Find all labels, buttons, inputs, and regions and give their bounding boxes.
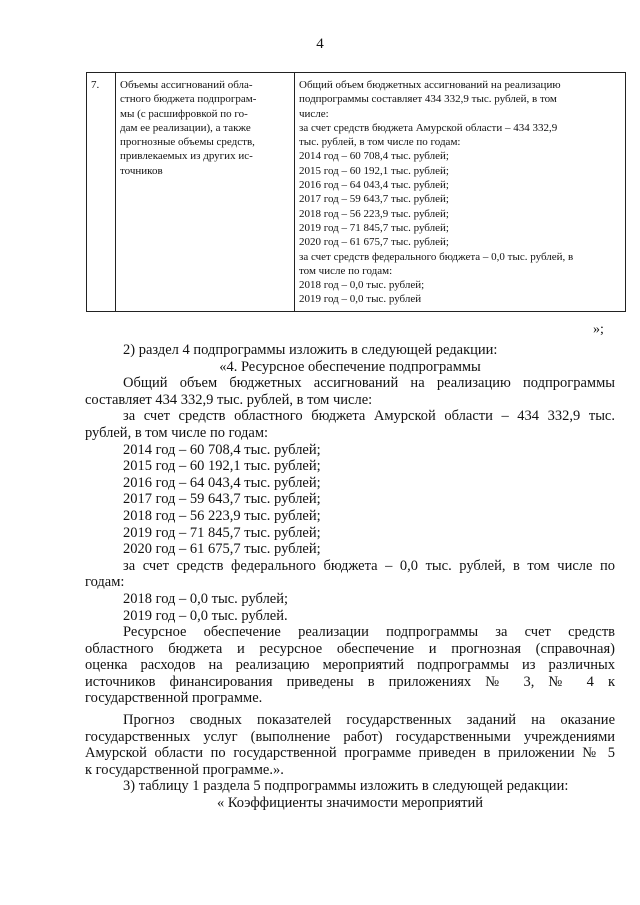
resource-line: государственной программе.	[85, 690, 263, 707]
value-line: том числе по годам:	[299, 264, 393, 277]
value-line: 2015 год – 60 192,1 тыс. рублей;	[299, 164, 449, 177]
fed-year-line: 2019 год – 0,0 тыс. рублей.	[123, 607, 288, 624]
name-line: привлекаемых из других ис-	[120, 150, 253, 163]
value-line: 2017 год – 59 643,7 тыс. рублей;	[299, 193, 449, 206]
value-line: 2014 год – 60 708,4 тыс. рублей;	[299, 150, 449, 163]
year-line: 2016 год – 64 043,4 тыс. рублей;	[123, 474, 321, 491]
forecast-line: Амурской области по государственной программе приведен в приложении № 5	[85, 745, 615, 762]
table-row	[87, 73, 626, 312]
value-line: тыс. рублей, в том числе по годам:	[299, 136, 461, 149]
year-line: 2017 год – 59 643,7 тыс. рублей;	[123, 491, 321, 508]
value-line: 2018 год – 56 223,9 тыс. рублей;	[299, 207, 449, 220]
item-3-paragraph: 3) таблицу 1 раздела 5 подпрограммы изложить в следующей редакции:	[123, 778, 569, 795]
value-line: 2019 год – 0,0 тыс. рублей	[299, 293, 422, 306]
name-line: мы (с расшифровкой по го-	[120, 107, 248, 120]
federal-line-2: годам:	[85, 574, 125, 591]
name-line: дам ее реализации), а также	[120, 121, 251, 134]
forecast-line: государственных услуг (выполнение работ) государственными учреждениями	[85, 728, 615, 745]
section-title: «4. Ресурсное обеспечение подпрограммы	[219, 358, 481, 375]
value-line: числе:	[299, 107, 329, 120]
forecast-line: к государственной программе.».	[85, 761, 284, 778]
name-line: точников	[120, 164, 163, 177]
budget-table	[86, 72, 626, 312]
row-number-cell	[87, 73, 116, 312]
resource-line: источников финансирования приведены в приложениях № 3, № 4 к	[85, 673, 615, 690]
value-line: подпрограммы составляет 434 332,9 тыс. рублей, в том	[299, 93, 557, 106]
row-value-cell	[295, 73, 626, 312]
value-line: 2018 год – 0,0 тыс. рублей;	[299, 279, 425, 292]
row-name-cell	[116, 73, 295, 312]
name-line: стного бюджета подпрограм-	[120, 93, 257, 106]
federal-line-1: за счет средств федерального бюджета – 0,0 тыс. рублей, в том числе по	[123, 557, 615, 574]
value-line: 2020 год – 61 675,7 тыс. рублей;	[299, 236, 449, 249]
value-line: Общий объем бюджетных ассигнований на реализацию	[299, 79, 561, 91]
resource-line: Ресурсное обеспечение реализации подпрограммы за счет средств	[123, 624, 615, 641]
resource-line: областного бюджета и ресурсное обеспечение и прогнозная (справочная)	[85, 640, 615, 657]
coefficients-title: « Коэффициенты значимости мероприятий	[216, 795, 484, 812]
year-line: 2018 год – 56 223,9 тыс. рублей;	[123, 507, 321, 524]
page-number: 4	[316, 36, 324, 52]
value-line: 2019 год – 71 845,7 тыс. рублей;	[299, 221, 449, 234]
value-line: 2016 год – 64 043,4 тыс. рублей;	[299, 179, 449, 192]
value-line: за счет средств бюджета Амурской области – 434 332,9	[299, 121, 558, 134]
value-line: за счет средств федерального бюджета – 0,0 тыс. рублей, в	[299, 250, 574, 263]
total-line-2: составляет 434 332,9 тыс. рублей, в том числе:	[85, 391, 373, 408]
year-line: 2020 год – 61 675,7 тыс. рублей;	[123, 541, 321, 558]
year-line: 2019 год – 71 845,7 тыс. рублей;	[123, 524, 321, 541]
name-line: прогнозные объемы средств,	[120, 136, 255, 149]
forecast-line: Прогноз сводных показателей государственных заданий на оказание	[123, 712, 615, 729]
item-2-paragraph: 2) раздел 4 подпрограммы изложить в следующей редакции:	[123, 342, 498, 358]
regional-line-1: за счет средств областного бюджета Амурской области – 434 332,9 тыс.	[123, 408, 615, 425]
closing-quote: »;	[593, 322, 604, 337]
year-line: 2015 год – 60 192,1 тыс. рублей;	[123, 458, 321, 475]
fed-year-line: 2018 год – 0,0 тыс. рублей;	[123, 590, 289, 607]
year-line: 2014 год – 60 708,4 тыс. рублей;	[123, 441, 321, 458]
resource-line: оценка расходов на реализацию мероприятий подпрограммы из различных	[85, 657, 615, 674]
total-line-1: Общий объем бюджетных ассигнований на реализацию подпрограммы	[123, 375, 615, 392]
document-body	[85, 342, 615, 812]
regional-line-2: рублей, в том числе по годам:	[85, 424, 269, 441]
row-number: 7.	[91, 79, 100, 91]
name-line: Объемы ассигнований обла-	[120, 79, 253, 91]
